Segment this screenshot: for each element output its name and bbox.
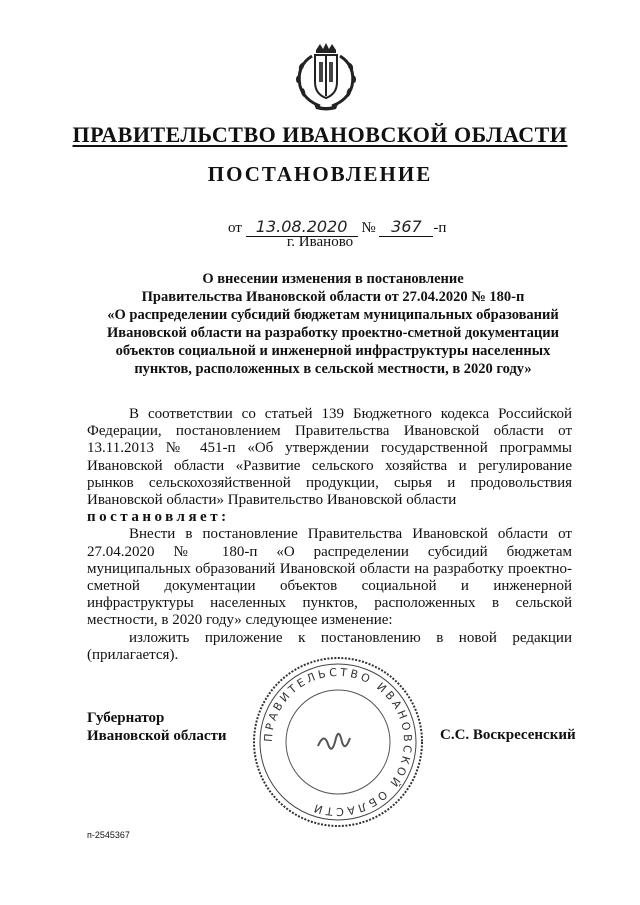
signatory-title xyxy=(87,709,227,745)
signatory-title-line1: Губернатор xyxy=(87,710,165,726)
subject-line: О внесении изменения в постановление xyxy=(202,271,464,287)
signatory-title-line2: Ивановской области xyxy=(87,728,227,744)
subject-block xyxy=(86,270,580,378)
organization-title xyxy=(0,122,640,148)
stamp-text: ПРАВИТЕЛЬСТВО ИВАНОВСКОЙ ОБЛАСТИ xyxy=(261,665,415,819)
official-stamp xyxy=(250,654,426,830)
body-resolves: постановляет: xyxy=(87,509,230,526)
body-paragraph-amendment: Внести в постановление Правительства Ивановской области от 27.04.2020 № 180-п «О распределении субсидий бюджетам муниципальных образований Ивановской области на разработку проектно-сметной документации объектов социальной и инженерной инфраструктуры населенных пунктов, расположенных в сельской местности, в 2020 году» следующее изменение: xyxy=(87,526,572,629)
date-prefix: от xyxy=(228,220,242,236)
number-suffix: -п xyxy=(433,220,447,236)
handwritten-number: 367 xyxy=(379,217,433,237)
subject-line: «О распределении субсидий бюджетам муниципальных образований xyxy=(107,307,559,323)
subject-line: Ивановской области на разработку проектно-сметной документации xyxy=(107,325,559,341)
body-text xyxy=(87,406,572,664)
number-sign: № xyxy=(361,220,376,236)
handwritten-date: 13.08.2020 xyxy=(246,217,358,237)
body-paragraph-preamble: В соответствии со статьей 139 Бюджетного кодекса Российской Федерации, постановлением Правительства Ивановской области от 13.11.2013 № 451-п «Об утверждении государственной программы Ивановской области «Развитие сельского хозяйства и регулирование рынков сельскохозяйственной продукции, сырья и продовольствия Ивановской области» Правительство Ивановской области xyxy=(87,406,572,509)
subject-line: объектов социальной и инженерной инфраструктуры населенных xyxy=(115,343,551,359)
body-paragraph-change: изложить приложение к постановлению в новой редакции (прилагается). xyxy=(87,629,572,663)
subject-line: пунктов, расположенных в сельской местности, в 2020 году» xyxy=(134,361,532,377)
city-line: г. Иваново xyxy=(286,234,354,250)
coat-of-arms-emblem xyxy=(290,42,362,112)
document-type-heading: ПОСТАНОВЛЕНИЕ xyxy=(207,162,433,186)
footer-document-code: п-2545367 xyxy=(87,830,130,840)
organization-title-text: ПРАВИТЕЛЬСТВО ИВАНОВСКОЙ ОБЛАСТИ xyxy=(72,122,568,147)
subject-line: Правительства Ивановской области от 27.04.2020 № 180-п xyxy=(141,289,525,305)
signatory-name: С.С. Воскресенский xyxy=(440,727,576,743)
